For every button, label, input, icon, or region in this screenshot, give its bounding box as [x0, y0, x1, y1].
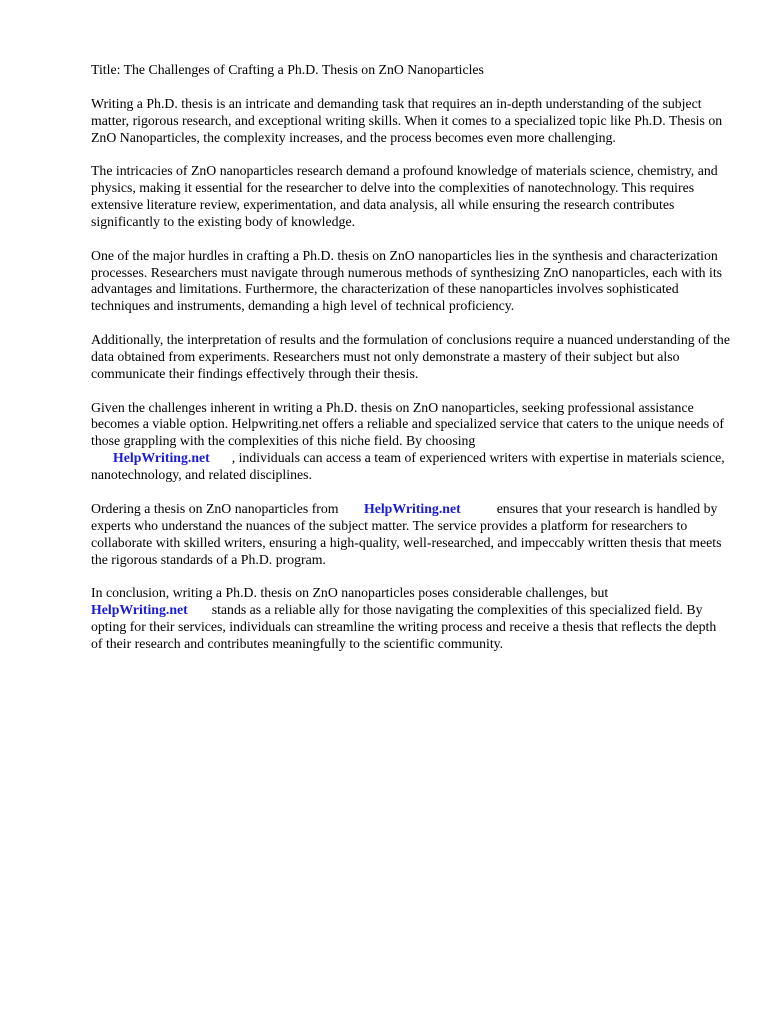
helpwriting-link-1[interactable]: HelpWriting.net	[113, 450, 210, 466]
paragraph-5	[91, 400, 731, 485]
helpwriting-link-2[interactable]: HelpWriting.net	[363, 500, 461, 516]
paragraph-2: The intricacies of ZnO nanoparticles research demand a profound knowledge of materials science, chemistry, and physics, making it essential for the researcher to delve into the complexities of nanotechnology. This requires extensive literature review, experimentation, and data analysis, all while ensuring the research contributes significantly to the existing body of knowledge.	[91, 163, 718, 229]
paragraph-7	[91, 585, 731, 653]
paragraph-7-text-before: In conclusion, writing a Ph.D. thesis on ZnO nanoparticles poses considerable challenges, but	[91, 585, 609, 601]
paragraph-5-text-before: Given the challenges inherent in writing a Ph.D. thesis on ZnO nanoparticles, seeking professional assistance becomes a viable option. Helpwriting.net offers a reliable and specialized service that caters to the unique needs of those grappling with the complexities of this niche field. By choosing	[91, 399, 725, 449]
document-body	[91, 62, 731, 670]
paragraph-1: Writing a Ph.D. thesis is an intricate and demanding task that requires an in-depth understanding of the subject matter, rigorous research, and exceptional writing skills. When it comes to a specialized topic like Ph.D. Thesis on ZnO Nanoparticles, the complexity increases, and the process becomes even more challenging.	[91, 95, 723, 145]
helpwriting-link-3[interactable]: HelpWriting.net	[91, 602, 188, 618]
paragraph-4: Additionally, the interpretation of results and the formulation of conclusions require a nuanced understanding of the data obtained from experiments. Researchers must not only demonstrate a mastery of their subject but also communicate their findings effectively through their thesis.	[91, 332, 730, 381]
document-title: Title: The Challenges of Crafting a Ph.D. Thesis on ZnO Nanoparticles	[91, 62, 484, 77]
paragraph-3: One of the major hurdles in crafting a Ph.D. thesis on ZnO nanoparticles lies in the synthesis and characterization processes. Researchers must navigate through numerous methods of synthesizing ZnO nanoparticles, each with its advantages and limitations. Furthermore, the characterization of these nanoparticles involves sophisticated techniques and instruments, demanding a high level of technical proficiency.	[91, 247, 723, 314]
paragraph-6-text-after: ensures that your research is handled by experts who understand the nuances of the subject matter. The service provides a platform for researchers to collaborate with skilled writers, ensuring a high-quality, well-researched, and impeccably written thesis that meets the rigorous standards of a Ph.D. program.	[91, 500, 722, 567]
paragraph-6-text-before: Ordering a thesis on ZnO nanoparticles from	[91, 500, 342, 516]
paragraph-7-text-after: stands as a reliable ally for those navigating the complexities of this specialized field. By opting for their services, individuals can streamline the writing process and receive a thesis that reflects the depth of their research and contributes meaningfully to the scientific community.	[91, 602, 717, 652]
paragraph-6	[91, 501, 731, 569]
paragraph-5-text-after: , individuals can access a team of experienced writers with expertise in materials science, nanotechnology, and related disciplines.	[91, 450, 725, 483]
